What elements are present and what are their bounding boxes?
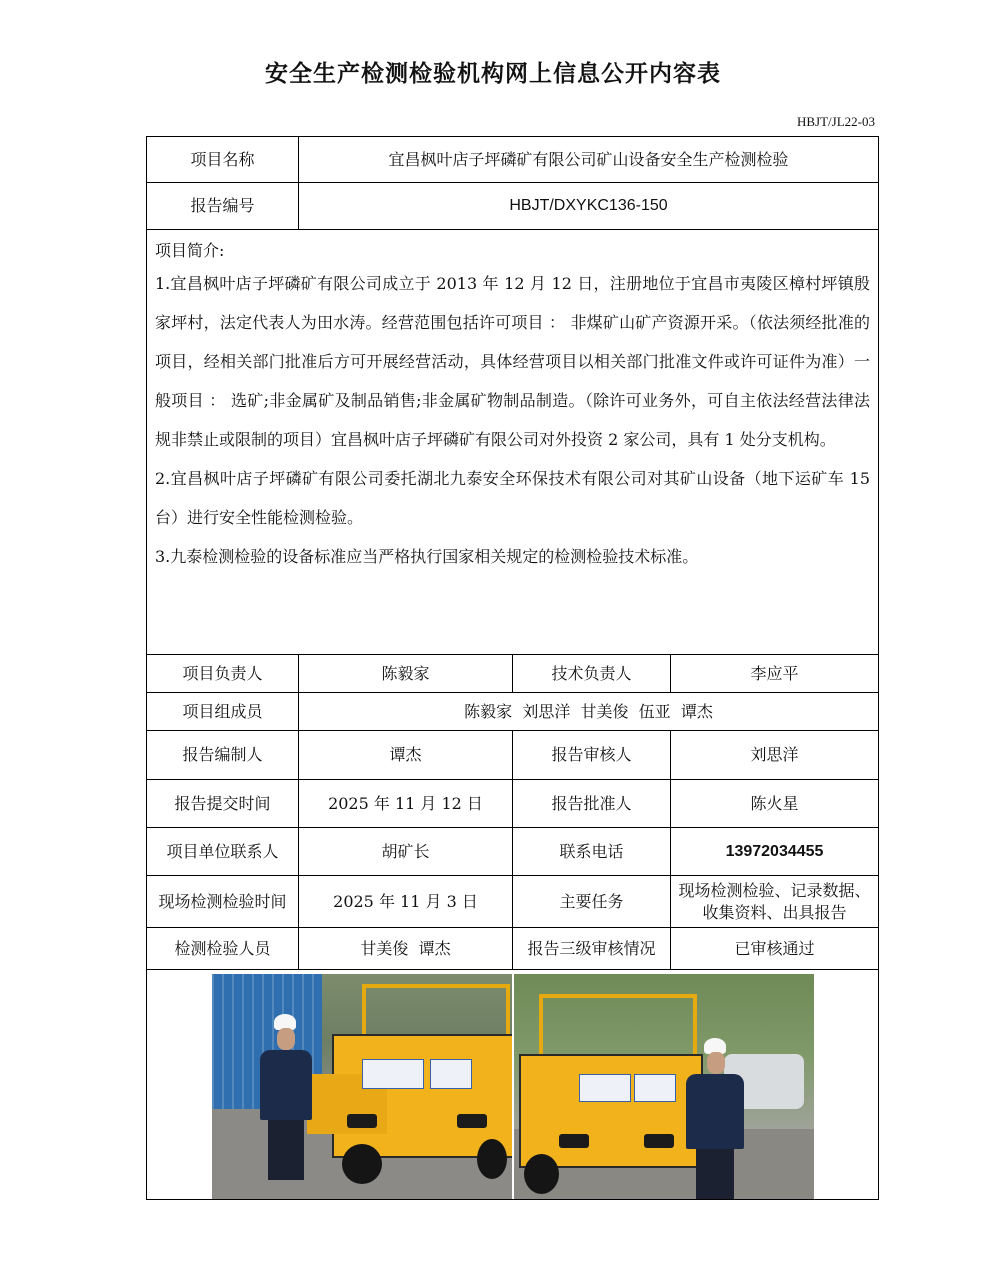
inspectors-value: 甘美俊 谭杰 xyxy=(299,928,513,970)
project-lead-value: 陈毅家 xyxy=(299,655,513,693)
report-no-label: 报告编号 xyxy=(147,183,299,230)
intro-paragraph-2: 2.宜昌枫叶店子坪磷矿有限公司委托湖北九泰安全环保技术有限公司对其矿山设备（地下运矿车 15 台）进行安全性能检测检验。 xyxy=(155,469,871,527)
onsite-time-value: 2025 年 11 月 3 日 xyxy=(299,876,513,928)
approver-value: 陈火星 xyxy=(671,780,879,828)
contact-value: 胡矿长 xyxy=(299,828,513,876)
phone-value: 13972034455 xyxy=(671,828,879,876)
members-value: 陈毅家 刘思洋 甘美俊 伍亚 谭杰 xyxy=(299,693,879,731)
compiler-value: 谭杰 xyxy=(299,731,513,780)
approver-label: 报告批准人 xyxy=(513,780,671,828)
submit-time-label: 报告提交时间 xyxy=(147,780,299,828)
phone-label: 联系电话 xyxy=(513,828,671,876)
review-status-label: 报告三级审核情况 xyxy=(513,928,671,970)
tech-lead-label: 技术负责人 xyxy=(513,655,671,693)
reviewer-label: 报告审核人 xyxy=(513,731,671,780)
intro-heading: 项目简介: xyxy=(155,241,225,260)
main-task-value: 现场检测检验、记录数据、收集资料、出具报告 xyxy=(671,876,879,928)
contact-label: 项目单位联系人 xyxy=(147,828,299,876)
reviewer-value: 刘思洋 xyxy=(671,731,879,780)
review-status-value: 已审核通过 xyxy=(671,928,879,970)
site-photo-left xyxy=(212,974,512,1199)
submit-time-value: 2025 年 11 月 12 日 xyxy=(299,780,513,828)
document-code: HBJT/JL22-03 xyxy=(797,114,875,129)
project-intro xyxy=(147,230,879,655)
page-title: 安全生产检测检验机构网上信息公开内容表 xyxy=(265,61,721,87)
project-lead-label: 项目负责人 xyxy=(147,655,299,693)
members-label: 项目组成员 xyxy=(147,693,299,731)
project-name-label: 项目名称 xyxy=(147,137,299,183)
inspectors-label: 检测检验人员 xyxy=(147,928,299,970)
tech-lead-value: 李应平 xyxy=(671,655,879,693)
info-table xyxy=(146,136,879,1200)
intro-paragraph-1: 1.宜昌枫叶店子坪磷矿有限公司成立于 2013 年 12 月 12 日，注册地位于宜昌市夷陵区樟村坪镇殷家坪村，法定代表人为田水涛。经营范围包括许可项目 ： 非煤矿山矿产资源开采。（依法须经批准的项目，经相关部门批准后方可开展经营活动，具体经营项目以相关部门批准文件或许可证件为准）一般项目 ： 选矿;非金属矿及制品销售;非金属矿物制品制造。（除许可业务外，可自主依法经营法律法规非禁止或限制的项目）宜昌枫叶店子坪磷矿有限公司对外投资 2 家公司，具有 1 处分支机构。 xyxy=(155,274,871,449)
onsite-time-label: 现场检测检验时间 xyxy=(147,876,299,928)
site-photo-right xyxy=(514,974,814,1199)
photo-cell xyxy=(147,970,879,1200)
main-task-label: 主要任务 xyxy=(513,876,671,928)
compiler-label: 报告编制人 xyxy=(147,731,299,780)
report-no-value: HBJT/DXYKC136-150 xyxy=(299,183,879,230)
project-name-value: 宜昌枫叶店子坪磷矿有限公司矿山设备安全生产检测检验 xyxy=(299,137,879,183)
intro-paragraph-3: 3.九泰检测检验的设备标准应当严格执行国家相关规定的检测检验技术标准。 xyxy=(155,547,699,566)
